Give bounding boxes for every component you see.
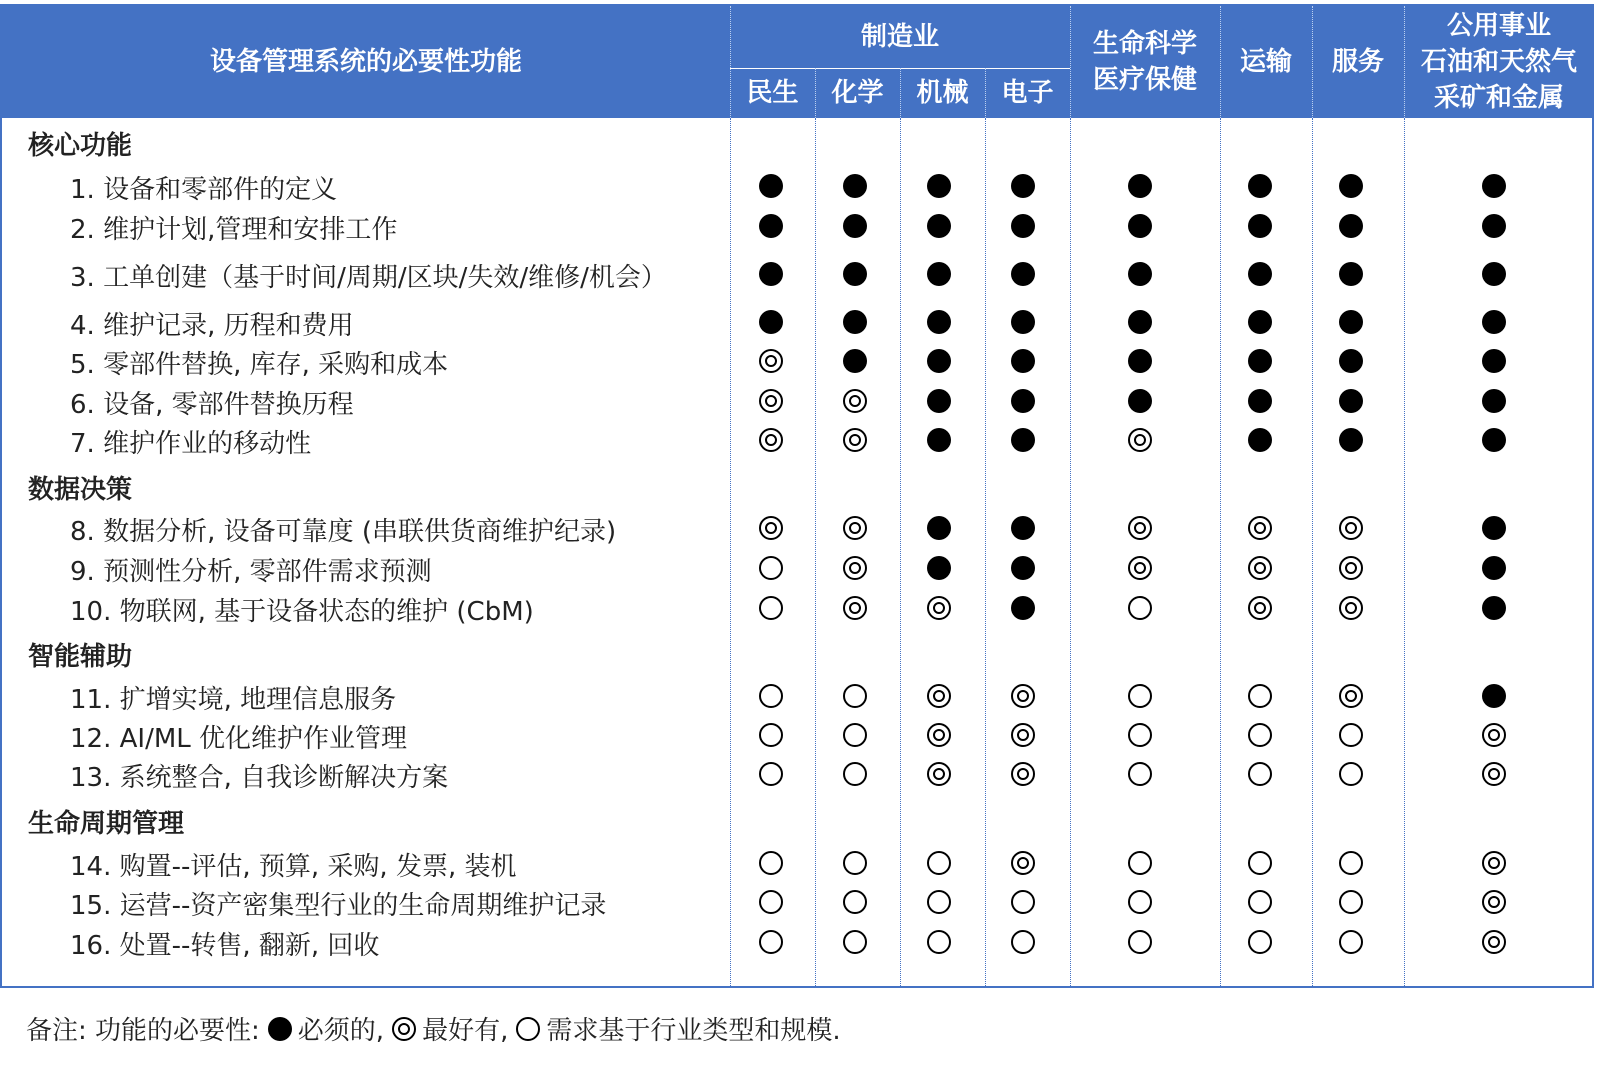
required-mark-icon — [1011, 174, 1035, 198]
required-mark-icon — [1482, 516, 1506, 540]
optional-mark-icon — [759, 930, 783, 954]
feature-label: 12. AI/ML 优化维护作业管理 — [70, 724, 408, 754]
optional-mark-icon — [1128, 596, 1152, 620]
required-mark-icon — [1011, 310, 1035, 334]
required-mark-icon — [1339, 349, 1363, 373]
required-mark-icon — [843, 349, 867, 373]
utilities-line-3: 采矿和金属 — [1433, 83, 1564, 113]
optional-mark-icon — [1248, 851, 1272, 875]
required-mark-icon — [1339, 310, 1363, 334]
recommended-mark-icon — [927, 762, 951, 786]
optional-mark-icon — [843, 762, 867, 786]
required-mark-icon — [1011, 596, 1035, 620]
recommended-mark-icon — [927, 596, 951, 620]
optional-mark-icon — [759, 890, 783, 914]
feature-label: 1. 设备和零部件的定义 — [70, 175, 338, 205]
note-recommended-label: 最好有, — [422, 1016, 509, 1046]
required-mark-icon — [1128, 349, 1152, 373]
column-header-machinery: 机械 — [916, 78, 969, 108]
optional-mark-icon — [1248, 930, 1272, 954]
required-mark-icon — [927, 214, 951, 238]
required-mark-icon — [1482, 556, 1506, 580]
feature-column-header: 设备管理系统的必要性功能 — [209, 47, 522, 77]
required-mark-icon — [927, 389, 951, 413]
section-heading: 数据决策 — [28, 475, 133, 505]
table-header — [2, 6, 1592, 118]
optional-mark-icon — [1339, 723, 1363, 747]
recommended-mark-icon — [1339, 684, 1363, 708]
section-heading: 生命周期管理 — [28, 809, 185, 839]
recommended-mark-icon — [1011, 762, 1035, 786]
legend-note — [26, 1010, 841, 1047]
required-mark-icon — [843, 310, 867, 334]
required-mark-icon — [759, 214, 783, 238]
required-mark-icon — [1248, 174, 1272, 198]
manufacturing-header: 制造业 — [860, 22, 939, 52]
feature-label: 3. 工单创建（基于时间/周期/区块/失效/维修/机会） — [70, 263, 667, 293]
column-header-chemical: 化学 — [831, 78, 884, 108]
feature-label: 15. 运营--资产密集型行业的生命周期维护记录 — [70, 891, 607, 921]
note-prefix: 备注: 功能的必要性: — [26, 1016, 260, 1046]
optional-mark-icon — [927, 851, 951, 875]
optional-mark-icon — [1248, 684, 1272, 708]
optional-mark-icon — [1128, 762, 1152, 786]
required-mark-icon — [268, 1017, 292, 1041]
optional-mark-icon — [1128, 890, 1152, 914]
feature-label: 14. 购置--评估, 预算, 采购, 发票, 装机 — [70, 852, 517, 882]
optional-mark-icon — [843, 684, 867, 708]
required-mark-icon — [1482, 389, 1506, 413]
section-heading: 智能辅助 — [28, 642, 133, 672]
required-mark-icon — [1011, 214, 1035, 238]
required-mark-icon — [1011, 262, 1035, 286]
utilities-line-1: 公用事业 — [1446, 11, 1551, 41]
required-mark-icon — [1128, 310, 1152, 334]
recommended-mark-icon — [1011, 684, 1035, 708]
recommended-mark-icon — [759, 389, 783, 413]
required-mark-icon — [1248, 310, 1272, 334]
column-header-life-science — [1070, 6, 1220, 118]
optional-mark-icon — [843, 890, 867, 914]
required-mark-icon — [1128, 174, 1152, 198]
optional-mark-icon — [759, 556, 783, 580]
required-mark-icon — [1011, 428, 1035, 452]
required-mark-icon — [927, 516, 951, 540]
recommended-mark-icon — [843, 389, 867, 413]
feature-label: 9. 预测性分析, 零部件需求预测 — [70, 557, 432, 587]
recommended-mark-icon — [1482, 890, 1506, 914]
recommended-mark-icon — [1248, 596, 1272, 620]
required-mark-icon — [1011, 389, 1035, 413]
recommended-mark-icon — [1011, 723, 1035, 747]
optional-mark-icon — [1128, 851, 1152, 875]
required-mark-icon — [1011, 556, 1035, 580]
required-mark-icon — [1248, 389, 1272, 413]
required-mark-icon — [1339, 428, 1363, 452]
required-mark-icon — [843, 262, 867, 286]
required-mark-icon — [927, 310, 951, 334]
required-mark-icon — [759, 310, 783, 334]
note-optional-label: 需求基于行业类型和规模. — [546, 1016, 841, 1046]
recommended-mark-icon — [843, 596, 867, 620]
optional-mark-icon — [759, 851, 783, 875]
recommended-mark-icon — [392, 1017, 416, 1041]
optional-mark-icon — [843, 851, 867, 875]
optional-mark-icon — [1339, 851, 1363, 875]
recommended-mark-icon — [1128, 556, 1152, 580]
requirements-table — [0, 4, 1594, 988]
feature-label: 7. 维护作业的移动性 — [70, 429, 312, 459]
required-mark-icon — [1248, 214, 1272, 238]
recommended-mark-icon — [1011, 851, 1035, 875]
required-mark-icon — [1128, 214, 1152, 238]
required-mark-icon — [927, 428, 951, 452]
feature-label: 5. 零部件替换, 库存, 采购和成本 — [70, 350, 449, 380]
required-mark-icon — [1128, 262, 1152, 286]
required-mark-icon — [927, 174, 951, 198]
recommended-mark-icon — [1339, 596, 1363, 620]
column-header-electronics: 电子 — [1001, 78, 1054, 108]
optional-mark-icon — [1011, 930, 1035, 954]
required-mark-icon — [759, 262, 783, 286]
optional-mark-icon — [843, 723, 867, 747]
required-mark-icon — [1248, 349, 1272, 373]
required-mark-icon — [1482, 310, 1506, 334]
required-mark-icon — [1011, 349, 1035, 373]
recommended-mark-icon — [843, 556, 867, 580]
optional-mark-icon — [1248, 890, 1272, 914]
recommended-mark-icon — [1482, 762, 1506, 786]
feature-label: 2. 维护计划,管理和安排工作 — [70, 215, 398, 245]
feature-label: 6. 设备, 零部件替换历程 — [70, 390, 354, 420]
required-mark-icon — [927, 262, 951, 286]
optional-mark-icon — [1248, 762, 1272, 786]
recommended-mark-icon — [1128, 516, 1152, 540]
recommended-mark-icon — [1482, 723, 1506, 747]
recommended-mark-icon — [759, 516, 783, 540]
life-science-line-2: 医疗保健 — [1092, 65, 1197, 95]
optional-mark-icon — [1339, 890, 1363, 914]
utilities-line-2: 石油和天然气 — [1420, 47, 1577, 77]
recommended-mark-icon — [759, 428, 783, 452]
required-mark-icon — [1248, 428, 1272, 452]
required-mark-icon — [1011, 516, 1035, 540]
optional-mark-icon — [1128, 930, 1152, 954]
recommended-mark-icon — [1248, 516, 1272, 540]
optional-mark-icon — [759, 596, 783, 620]
recommended-mark-icon — [1339, 556, 1363, 580]
life-science-line-1: 生命科学 — [1092, 29, 1197, 59]
feature-label: 11. 扩增实境, 地理信息服务 — [70, 685, 397, 715]
required-mark-icon — [843, 174, 867, 198]
feature-label: 8. 数据分析, 设备可靠度 (串联供货商维护纪录) — [70, 517, 617, 547]
optional-mark-icon — [1128, 723, 1152, 747]
recommended-mark-icon — [759, 349, 783, 373]
recommended-mark-icon — [1482, 930, 1506, 954]
feature-label: 4. 维护记录, 历程和费用 — [70, 311, 354, 341]
feature-label: 16. 处置--转售, 翻新, 回收 — [70, 931, 380, 961]
optional-mark-icon — [759, 684, 783, 708]
optional-mark-icon — [1011, 890, 1035, 914]
column-header-transport: 运输 — [1239, 47, 1292, 77]
recommended-mark-icon — [1128, 428, 1152, 452]
optional-mark-icon — [516, 1017, 540, 1041]
required-mark-icon — [1339, 389, 1363, 413]
optional-mark-icon — [1339, 930, 1363, 954]
note-required-label: 必须的, — [297, 1016, 385, 1046]
required-mark-icon — [1482, 684, 1506, 708]
optional-mark-icon — [927, 930, 951, 954]
feature-label: 13. 系统整合, 自我诊断解决方案 — [70, 763, 449, 793]
recommended-mark-icon — [927, 723, 951, 747]
feature-label: 10. 物联网, 基于设备状态的维护 (CbM) — [70, 597, 534, 627]
required-mark-icon — [927, 556, 951, 580]
section-heading: 核心功能 — [28, 131, 133, 161]
required-mark-icon — [1482, 349, 1506, 373]
required-mark-icon — [1248, 262, 1272, 286]
optional-mark-icon — [759, 723, 783, 747]
column-header-utilities — [1404, 6, 1594, 118]
required-mark-icon — [1339, 262, 1363, 286]
recommended-mark-icon — [1339, 516, 1363, 540]
required-mark-icon — [1482, 428, 1506, 452]
optional-mark-icon — [759, 762, 783, 786]
column-header-minsheng: 民生 — [746, 78, 799, 108]
required-mark-icon — [759, 174, 783, 198]
required-mark-icon — [1339, 174, 1363, 198]
required-mark-icon — [1339, 214, 1363, 238]
required-mark-icon — [1482, 174, 1506, 198]
column-header-services: 服务 — [1331, 47, 1384, 77]
optional-mark-icon — [1248, 723, 1272, 747]
optional-mark-icon — [843, 930, 867, 954]
optional-mark-icon — [1339, 762, 1363, 786]
required-mark-icon — [1482, 262, 1506, 286]
recommended-mark-icon — [843, 428, 867, 452]
required-mark-icon — [927, 349, 951, 373]
required-mark-icon — [1482, 214, 1506, 238]
required-mark-icon — [1482, 596, 1506, 620]
optional-mark-icon — [1128, 684, 1152, 708]
required-mark-icon — [843, 214, 867, 238]
required-mark-icon — [1128, 389, 1152, 413]
optional-mark-icon — [927, 890, 951, 914]
recommended-mark-icon — [1482, 851, 1506, 875]
recommended-mark-icon — [927, 684, 951, 708]
recommended-mark-icon — [843, 516, 867, 540]
recommended-mark-icon — [1248, 556, 1272, 580]
